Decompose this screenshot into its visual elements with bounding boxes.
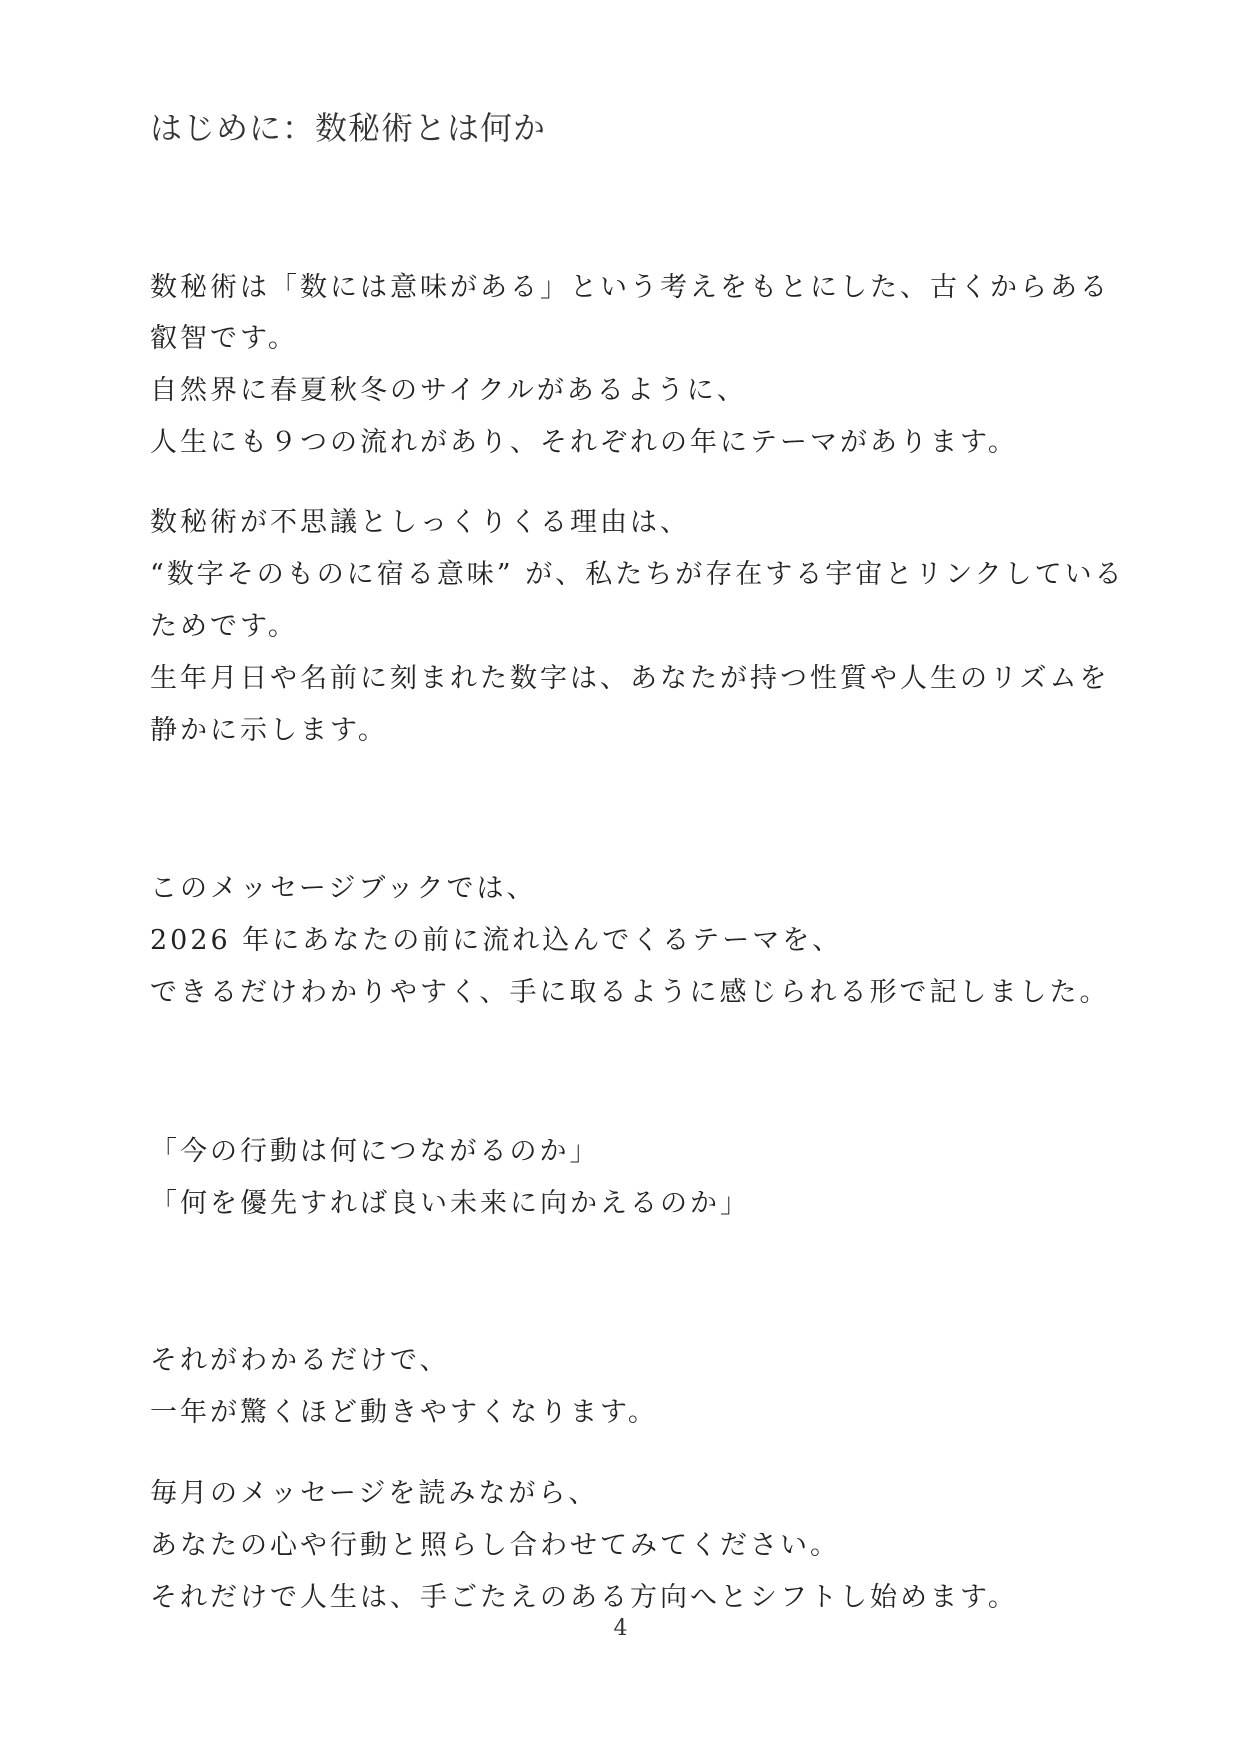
body-text-line: できるだけわかりやすく、手に取るように感じられる形で記しました。: [150, 977, 1110, 1008]
body-text-line: 数秘術は「数には意味がある」という考えをもとにした、古くからある: [150, 272, 1110, 303]
body-text-line: 静かに示します。: [150, 715, 388, 746]
body-text-line: それがわかるだけで、: [150, 1345, 450, 1376]
body-text-line: 毎月のメッセージを読みながら、: [150, 1478, 599, 1509]
page-number: 4: [613, 1616, 628, 1641]
body-text-line: あなたの心や行動と照らし合わせてみてください。: [150, 1530, 840, 1561]
quote-line: 「何を優先すれば良い未来に向かえるのか」: [150, 1188, 750, 1219]
body-text-line: 2026 年にあなたの前に流れ込んでくるテーマを、: [150, 925, 843, 956]
body-text-line: “数字そのものに宿る意味” が、私たちが存在する宇宙とリンクしている: [150, 559, 1125, 590]
body-text-line: 生年月日や名前に刻まれた数字は、あなたが持つ性質や人生のリズムを: [150, 663, 1110, 694]
body-text-line: このメッセージブックでは、: [150, 873, 537, 904]
body-text-line: 人生にも９つの流れがあり、それぞれの年にテーマがあります。: [150, 427, 1018, 458]
body-text-line: 自然界に春夏秋冬のサイクルがあるように、: [150, 375, 747, 406]
quote-line: 「今の行動は何につながるのか」: [150, 1136, 600, 1167]
body-text-line: 数秘術が不思議としっくりくる理由は、: [150, 507, 690, 538]
body-text-line: ためです。: [150, 611, 298, 642]
body-text-line: それだけで人生は、手ごたえのある方向へとシフトし始めます。: [150, 1582, 1018, 1613]
body-text-line: 一年が驚くほど動きやすくなります。: [150, 1397, 658, 1428]
body-text-line: 叡智です。: [150, 323, 298, 354]
section-heading: はじめに：数秘術とは何か: [150, 109, 547, 147]
